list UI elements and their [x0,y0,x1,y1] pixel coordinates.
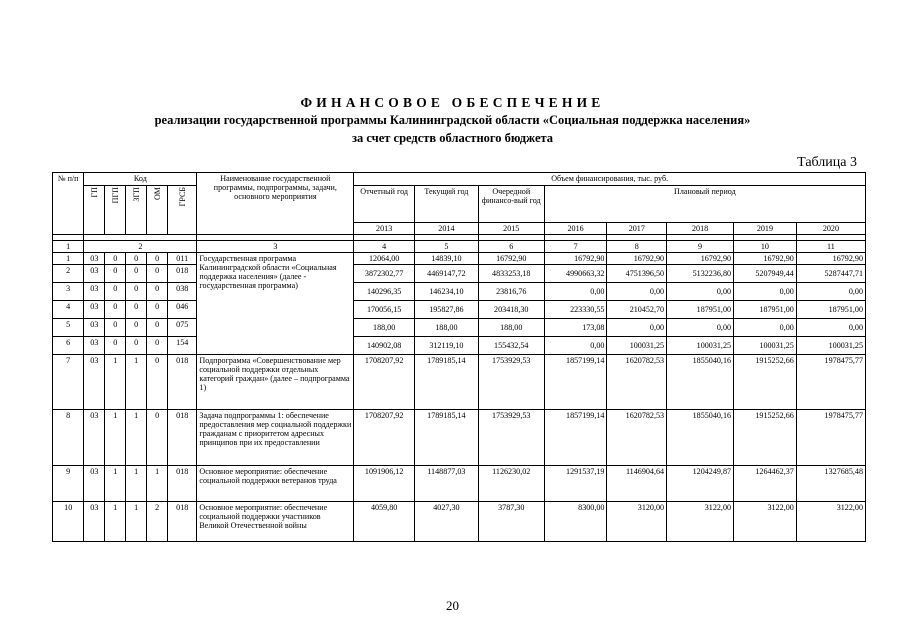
amount-cell: 1855040,16 [667,410,734,466]
amount-cell: 23816,76 [478,283,544,301]
amount-cell: 187951,00 [734,301,797,319]
code-om: 0 [147,337,168,355]
amount-cell: 5287447,71 [796,265,865,283]
amount-cell: 16792,90 [544,253,607,265]
row-number: 8 [53,410,84,466]
amount-cell: 4027,30 [414,502,478,542]
amount-cell: 0,00 [544,283,607,301]
year-cell: 2018 [667,223,734,235]
code-grsb: 046 [168,301,197,319]
amount-cell: 210452,70 [607,301,667,319]
code-gp: 03 [84,410,105,466]
year-cell: 2015 [478,223,544,235]
header-plan-period: Плановый период [544,186,865,223]
amount-cell: 0,00 [796,319,865,337]
header-name: Наименование государственной программы, подпрограммы, задачи, основного мероприятия [197,173,354,235]
code-pgp: 0 [105,319,126,337]
code-gp: 03 [84,253,105,265]
row-number: 10 [53,502,84,542]
code-gp: 03 [84,355,105,410]
code-gp: 03 [84,337,105,355]
code-grsb: 154 [168,337,197,355]
amount-cell: 1327685,48 [796,466,865,502]
code-grsb: 011 [168,253,197,265]
amount-cell: 1753929,53 [478,355,544,410]
header-num: № п/п [53,173,84,235]
table-row [53,337,866,355]
code-om: 0 [147,301,168,319]
amount-cell: 12064,00 [354,253,415,265]
table-label: Таблица 3 [797,155,857,170]
code-pgp: 1 [105,410,126,466]
code-pgp: 1 [105,355,126,410]
amount-cell: 187951,00 [667,301,734,319]
amount-cell: 1915252,66 [734,410,797,466]
year-cell: 2017 [607,223,667,235]
amount-cell: 1204249,87 [667,466,734,502]
code-gp: 03 [84,301,105,319]
header-row-2 [53,186,866,223]
column-number: 7 [544,241,607,253]
header-pgp: ПГП [105,186,126,235]
column-number-row [53,241,866,253]
amount-cell: 100031,25 [796,337,865,355]
amount-cell: 1708207,92 [354,355,415,410]
header-report-year: Отчетный год [354,186,415,223]
amount-cell: 14839,10 [414,253,478,265]
amount-cell: 0,00 [667,283,734,301]
row-number: 5 [53,319,84,337]
row-number: 6 [53,337,84,355]
code-zgp: 1 [126,502,147,542]
amount-cell: 140296,35 [354,283,415,301]
row-number: 4 [53,301,84,319]
year-cell: 2019 [734,223,797,235]
amount-cell: 140902,08 [354,337,415,355]
amount-cell: 187951,00 [796,301,865,319]
amount-cell: 5207949,44 [734,265,797,283]
table-row [53,410,866,466]
code-grsb: 018 [168,355,197,410]
code-om: 0 [147,410,168,466]
amount-cell: 203418,30 [478,301,544,319]
year-cell: 2016 [544,223,607,235]
code-om: 0 [147,355,168,410]
amount-cell: 5132236,80 [667,265,734,283]
header-next-year: Очередной финансо-вый год [478,186,544,223]
amount-cell: 1857199,14 [544,355,607,410]
amount-cell: 4059,80 [354,502,415,542]
amount-cell: 3120,00 [607,502,667,542]
code-grsb: 018 [168,410,197,466]
code-om: 0 [147,253,168,265]
amount-cell: 1264462,37 [734,466,797,502]
code-om: 2 [147,502,168,542]
code-om: 0 [147,319,168,337]
code-zgp: 1 [126,466,147,502]
year-cell: 2020 [796,223,865,235]
code-zgp: 1 [126,355,147,410]
amount-cell: 16792,90 [478,253,544,265]
item-name: Основное мероприятие: обеспечение социальной поддержки участников Великой Отечественной войны [197,502,354,542]
code-om: 0 [147,283,168,301]
amount-cell: 223330,55 [544,301,607,319]
amount-cell: 1146904,64 [607,466,667,502]
code-grsb: 075 [168,319,197,337]
amount-cell: 16792,90 [734,253,797,265]
amount-cell: 188,00 [414,319,478,337]
column-number: 11 [796,241,865,253]
header-volume: Объем финансирования, тыс. руб. [354,173,866,186]
code-pgp: 1 [105,502,126,542]
code-grsb: 018 [168,265,197,283]
amount-cell: 1978475,77 [796,355,865,410]
code-om: 0 [147,265,168,283]
code-pgp: 0 [105,253,126,265]
code-pgp: 0 [105,265,126,283]
amount-cell: 4833253,18 [478,265,544,283]
column-number: 6 [478,241,544,253]
year-cell: 2013 [354,223,415,235]
amount-cell: 188,00 [478,319,544,337]
code-zgp: 0 [126,283,147,301]
code-zgp: 0 [126,319,147,337]
table-row [53,466,866,502]
amount-cell: 8300,00 [544,502,607,542]
amount-cell: 100031,25 [607,337,667,355]
financing-table [52,172,866,542]
title-main: ФИНАНСОВОЕ ОБЕСПЕЧЕНИЕ [300,95,605,110]
amount-cell: 1091906,12 [354,466,415,502]
header-kod: Код [84,173,197,186]
amount-cell: 173,08 [544,319,607,337]
amount-cell: 1708207,92 [354,410,415,466]
amount-cell: 146234,10 [414,283,478,301]
amount-cell: 16792,90 [607,253,667,265]
amount-cell: 3122,00 [667,502,734,542]
amount-cell: 1291537,19 [544,466,607,502]
amount-cell: 0,00 [796,283,865,301]
amount-cell: 1789185,14 [414,355,478,410]
code-pgp: 0 [105,337,126,355]
code-zgp: 0 [126,301,147,319]
amount-cell: 1978475,77 [796,410,865,466]
code-gp: 03 [84,283,105,301]
amount-cell: 3872302,77 [354,265,415,283]
code-pgp: 0 [105,283,126,301]
program-name: Государственная программа Калининградской области «Социальная поддержка населения» (далее - государственная программа) [197,253,354,355]
amount-cell: 1148877,03 [414,466,478,502]
amount-cell: 0,00 [607,283,667,301]
header-row-1 [53,173,866,186]
column-number: 9 [667,241,734,253]
amount-cell: 4469147,72 [414,265,478,283]
code-gp: 03 [84,502,105,542]
amount-cell: 0,00 [667,319,734,337]
code-gp: 03 [84,466,105,502]
amount-cell: 1855040,16 [667,355,734,410]
item-name: Подпрограмма «Совершенствование мер социальной поддержки отдельных категорий граждан» (далее – подпрограмма 1) [197,355,354,410]
amount-cell: 1126230,02 [478,466,544,502]
amount-cell: 3122,00 [796,502,865,542]
column-number: 4 [354,241,415,253]
amount-cell: 3787,30 [478,502,544,542]
amount-cell: 188,00 [354,319,415,337]
table-row [53,265,866,283]
code-gp: 03 [84,319,105,337]
code-zgp: 0 [126,337,147,355]
header-current-year: Текущий год [414,186,478,223]
header-zgp: ЗГП [126,186,147,235]
column-number: 8 [607,241,667,253]
column-number: 3 [197,241,354,253]
amount-cell: 1620782,53 [607,410,667,466]
row-number: 9 [53,466,84,502]
amount-cell: 1915252,66 [734,355,797,410]
code-grsb: 018 [168,466,197,502]
amount-cell: 100031,25 [667,337,734,355]
table-row [53,253,866,265]
amount-cell: 170056,15 [354,301,415,319]
code-zgp: 1 [126,410,147,466]
amount-cell: 1620782,53 [607,355,667,410]
code-pgp: 0 [105,301,126,319]
row-number: 3 [53,283,84,301]
table-row [53,355,866,410]
amount-cell: 1789185,14 [414,410,478,466]
amount-cell: 1857199,14 [544,410,607,466]
page-number: 20 [446,598,459,613]
code-grsb: 038 [168,283,197,301]
title-subtitle: реализации государственной программы Калининградской области «Социальная поддержка населения» [154,113,751,127]
amount-cell: 0,00 [544,337,607,355]
amount-cell: 3122,00 [734,502,797,542]
code-om: 1 [147,466,168,502]
amount-cell: 4990663,32 [544,265,607,283]
row-number: 2 [53,265,84,283]
amount-cell: 155432,54 [478,337,544,355]
amount-cell: 100031,25 [734,337,797,355]
column-number: 2 [84,241,197,253]
item-name: Задача подпрограммы 1: обеспечение предоставления мер социальной поддержки гражданам с приоритетом адресных принципов при их предоставлении [197,410,354,466]
table-row [53,283,866,301]
header-om: ОМ [147,186,168,235]
header-gp: ГП [84,186,105,235]
code-zgp: 0 [126,265,147,283]
code-pgp: 1 [105,466,126,502]
item-name: Основное мероприятие: обеспечение социальной поддержки ветеранов труда [197,466,354,502]
title-source: за счет средств областного бюджета [351,131,554,145]
amount-cell: 0,00 [734,319,797,337]
table-row [53,502,866,542]
code-grsb: 018 [168,502,197,542]
year-cell: 2014 [414,223,478,235]
amount-cell: 16792,90 [796,253,865,265]
amount-cell: 195827,86 [414,301,478,319]
header-grsb: ГРСБ [168,186,197,235]
table-row [53,301,866,319]
code-zgp: 0 [126,253,147,265]
column-number: 5 [414,241,478,253]
amount-cell: 312119,10 [414,337,478,355]
amount-cell: 1753929,53 [478,410,544,466]
row-number: 7 [53,355,84,410]
column-number: 1 [53,241,84,253]
code-gp: 03 [84,265,105,283]
row-number: 1 [53,253,84,265]
amount-cell: 0,00 [734,283,797,301]
table-row [53,319,866,337]
amount-cell: 16792,90 [667,253,734,265]
amount-cell: 0,00 [607,319,667,337]
column-number: 10 [734,241,797,253]
amount-cell: 4751396,50 [607,265,667,283]
